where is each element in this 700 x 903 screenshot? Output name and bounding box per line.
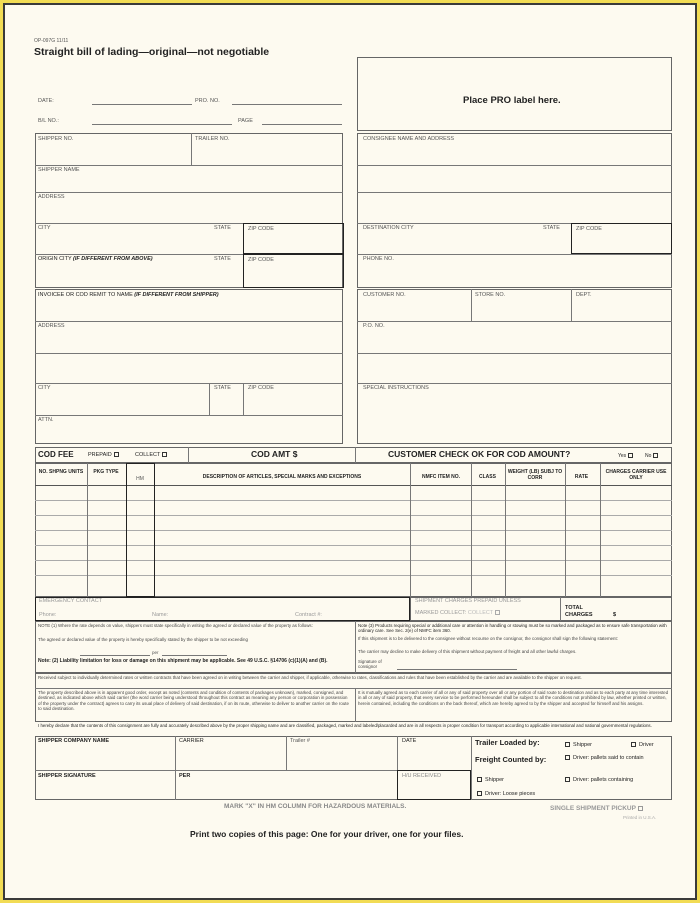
divider [410, 463, 411, 597]
note-1: NOTE (1) Where the rate depends on value, shippers must state specifically in writing the agreed or declared value of the property as follows: [38, 623, 313, 628]
print-instructions: Print two copies of this page: One for your driver, one for your files. [190, 829, 464, 839]
invoicee-address-label[interactable]: ADDRESS [38, 323, 65, 329]
col-class: CLASS [479, 474, 496, 480]
date-field[interactable] [92, 104, 192, 105]
prepaid-unless-label: SHIPMENT CHARGES PREPAID UNLESS [415, 598, 521, 604]
per-field[interactable] [162, 655, 227, 656]
divider [600, 463, 601, 597]
bl-no-label: B/L NO.: [38, 118, 59, 124]
divider [357, 192, 672, 193]
date-label: DATE: [38, 98, 54, 104]
emergency-phone-label: Phone: [39, 612, 57, 618]
per-signature-label[interactable]: PER [179, 773, 191, 779]
total-label: TOTAL [565, 605, 583, 611]
counted-driver-loose-option[interactable]: Driver: Loose pieces [477, 791, 535, 797]
col-rate: RATE [574, 474, 589, 480]
cod-yes[interactable]: Yes [618, 453, 633, 459]
dept-label[interactable]: DEPT. [576, 292, 592, 298]
shipper-signature-label[interactable]: SHIPPER SIGNATURE [38, 773, 96, 779]
col-pkg-type: PKG TYPE [93, 469, 119, 475]
pro-no-field[interactable] [232, 104, 342, 105]
shipper-state-label[interactable]: STATE [214, 225, 231, 231]
divider [35, 383, 343, 384]
checkbox-icon[interactable] [653, 453, 658, 458]
per-label: per [152, 650, 159, 655]
divider [35, 321, 343, 322]
consignee-zip-label: ZIP CODE [576, 226, 602, 232]
hm-note: MARK "X" IN HM COLUMN FOR HAZARDOUS MATERIALS. [224, 803, 407, 810]
origin-zip-label: ZIP CODE [248, 257, 274, 263]
po-no-label[interactable]: P.O. NO. [363, 323, 385, 329]
invoicee-state-label[interactable]: STATE [214, 385, 231, 391]
divider [571, 289, 572, 321]
shipper-address-label[interactable]: ADDRESS [38, 194, 65, 200]
invoicee-city-label[interactable]: CITY [38, 385, 51, 391]
shipper-name-label[interactable]: SHIPPER NAME [38, 167, 80, 173]
checkbox-icon[interactable] [565, 742, 570, 747]
emergency-name-label: Name: [152, 612, 169, 618]
divider [35, 353, 343, 354]
freight-counted-label: Freight Counted by: [475, 755, 547, 764]
divider [35, 165, 343, 166]
form-code: OP-097G 11/11 [34, 38, 69, 44]
attn-label[interactable]: ATTN. [38, 417, 54, 423]
checkbox-icon[interactable] [565, 777, 570, 782]
cod-row [35, 447, 672, 463]
shipper-zip-label: ZIP CODE [248, 226, 274, 232]
trailer-no-label: TRAILER NO. [195, 136, 230, 142]
shipper-no-label: SHIPPER NO. [38, 136, 74, 142]
cod-fee-label: COD FEE [38, 450, 74, 459]
checkbox-icon[interactable] [565, 755, 570, 760]
note-2: Note: (2) Liability limitation for loss or damage on this shipment may be applicable. See 49 U.S.C. §14706 (c)(1)(A) and (B). [38, 658, 328, 664]
customer-no-label[interactable]: CUSTOMER NO. [363, 292, 406, 298]
special-instructions-label[interactable]: SPECIAL INSTRUCTIONS [363, 385, 429, 391]
divider [471, 736, 472, 800]
trailer-label[interactable]: Trailer # [290, 738, 310, 744]
shipper-company-label[interactable]: SHIPPER COMPANY NAME [38, 738, 110, 744]
divider [87, 463, 88, 597]
divider [357, 165, 672, 166]
consignee-state-label[interactable]: STATE [543, 225, 560, 231]
note-3c: The carrier may decline to make delivery of this shipment without payment of freight and all other lawful charges. [358, 649, 577, 654]
charges-label: CHARGES [565, 612, 593, 618]
property-terms: The property described above is in apparent good order, except as noted (contents and condition of contents of packages unknown), marked, consigned, and destined, as indicated above which said carrier (the word carrier being understood throughout this contract as meaning any person or corporation in possession of the property under the contract) agrees to carry its usual place of delivery of said destination, if on its route, otherwise to deliver to another carrier on the route to said destination. [38, 690, 349, 711]
checkbox-icon[interactable] [114, 452, 119, 457]
single-shipment-pickup[interactable]: SINGLE SHIPMENT PICKUP [550, 806, 643, 813]
declaration-text: I hereby declare that the contents of this consignment are fully and accurately described above by the proper shipping name and are classified, packaged, marked and labeled/placarded and are in all respects in proper condition for transport according to applicable international and national governmental regulations. [38, 723, 652, 728]
bill-of-lading-form [3, 3, 697, 900]
divider [188, 447, 189, 463]
origin-city-label[interactable]: ORIGIN CITY (IF DIFFERENT FROM ABOVE) [38, 256, 153, 262]
printed-in: Printed in U.S.A. [623, 815, 657, 820]
col-description: DESCRIPTION OF ARTICLES, SPECIAL MARKS AND EXCEPTIONS [202, 474, 362, 480]
bl-no-field[interactable] [92, 124, 232, 125]
emergency-contact-label: EMERGENCY CONTACT [39, 598, 103, 604]
checkbox-icon[interactable] [477, 777, 482, 782]
note-3: Note (3) Products requiring special or additional care or attention in handling or stowing must be so marked and packaged as to ensure safe transportation with ordinary care. See Sec. 2(e) of NMFC item 360. [358, 623, 667, 634]
counted-driver-containing-option[interactable]: Driver: pallets containing [565, 777, 633, 783]
divider [471, 289, 472, 321]
divider [560, 597, 561, 621]
invoicee-zip-label[interactable]: ZIP CODE [248, 385, 274, 391]
customer-block [357, 289, 672, 444]
carrier-label[interactable]: CARRIER [179, 738, 204, 744]
divider [357, 321, 672, 322]
note-1b: The agreed or declared value of the property is hereby specifically stated by the shipper to be not exceeding [38, 637, 248, 642]
origin-state-label[interactable]: STATE [214, 256, 231, 262]
store-no-label[interactable]: STORE NO. [475, 292, 506, 298]
page-label: PAGE [238, 118, 253, 124]
mutual-terms: It is mutually agreed as to each carrier of all or any of said property over all or any portion of said route to destination and as to each party at any time interested in all or any of said property, that every service to be performed hereunder shall be subject to all the conditions not prohibited by law, whether printed or written, herein contained, including the conditions on the back thereof, which are hereby agreed to by the shipper and accepted for himself and his assigns. [358, 690, 669, 706]
checkbox-icon[interactable] [638, 806, 643, 811]
col-hm: HM [136, 476, 144, 482]
divider [191, 133, 192, 165]
shipper-city-label[interactable]: CITY [38, 225, 51, 231]
cod-no[interactable]: No [645, 453, 658, 459]
checkbox-icon[interactable] [628, 453, 633, 458]
hm-column[interactable] [126, 463, 155, 597]
cod-collect[interactable]: COLLECT [135, 452, 167, 458]
counted-shipper-option[interactable]: Shipper [477, 777, 504, 783]
cod-check-label: CUSTOMER CHECK OK FOR COD AMOUNT? [388, 449, 571, 459]
consignor-signature-field[interactable] [397, 669, 517, 670]
pro-label-text: Place PRO label here. [463, 95, 561, 106]
col-charges: CHARGES CARRIER USE ONLY [605, 469, 667, 481]
divider [209, 383, 210, 415]
divider [357, 353, 672, 354]
checkbox-icon[interactable] [495, 610, 500, 615]
contract-label: Contract #: [295, 612, 322, 618]
note-3b: If this shipment is to be delivered to the consignee without recourse on the consignor, the consignor shall sign the following statement: [358, 636, 618, 641]
cod-amount-label[interactable]: COD AMT $ [251, 449, 298, 459]
signature-consignor-label: Signature of consignor [358, 659, 382, 670]
col-weight: WEIGHT (LB) SUBJ TO CORR [507, 469, 563, 481]
received-terms: Received subject to individually determined rates or written contracts that have been agreed on in writing between the carrier and shipper, if applicable, otherwise to rates, classifications and rules that have been established by the carrier and are available to the shipper on request. [38, 675, 582, 680]
divider [35, 415, 343, 416]
divider [175, 736, 176, 800]
loaded-shipper-option[interactable]: Shipper [565, 742, 592, 748]
bottom-date-label[interactable]: DATE [402, 738, 417, 744]
checkbox-icon[interactable] [162, 452, 167, 457]
divider [243, 383, 244, 415]
checkbox-icon[interactable] [477, 791, 482, 796]
hu-received-label: H/U RECEIVED [402, 773, 442, 779]
marked-collect-label[interactable]: MARKED COLLECT: COLLECT [415, 610, 500, 616]
pro-label-box [357, 57, 672, 131]
divider [357, 254, 672, 255]
page-field[interactable] [262, 124, 342, 125]
divider [471, 463, 472, 597]
divider [355, 447, 356, 463]
consignee-block [357, 133, 672, 288]
divider [286, 736, 287, 770]
value-field[interactable] [80, 655, 150, 656]
divider [357, 383, 672, 384]
divider [355, 621, 356, 673]
trailer-loaded-label: Trailer Loaded by: [475, 738, 540, 747]
divider [35, 688, 672, 689]
divider [355, 688, 356, 722]
divider [35, 192, 343, 193]
col-shipping-units: NO. SHPNG UNITS [38, 469, 84, 475]
checkbox-icon[interactable] [631, 742, 636, 747]
divider [505, 463, 506, 597]
destination-city-label[interactable]: DESTINATION CITY [363, 225, 414, 231]
cod-prepaid[interactable]: PREPAID [88, 452, 119, 458]
phone-label[interactable]: PHONE NO. [363, 256, 394, 262]
invoicee-label[interactable]: INVOICEE OR COD REMIT TO NAME (IF DIFFERENT FROM SHIPPER) [38, 292, 219, 298]
pro-no-label: PRO. NO. [195, 98, 220, 104]
consignee-label[interactable]: CONSIGNEE NAME AND ADDRESS [363, 136, 455, 142]
col-nmfc: NMFC ITEM NO. [421, 474, 461, 480]
form-title: Straight bill of lading—original—not negotiable [34, 46, 270, 58]
counted-driver-pallets-option[interactable]: Driver: pallets said to contain [565, 755, 644, 761]
invoicee-block [35, 289, 343, 444]
divider [565, 463, 566, 597]
total-dollar: $ [613, 612, 617, 618]
loaded-driver-option[interactable]: Driver [631, 742, 654, 748]
